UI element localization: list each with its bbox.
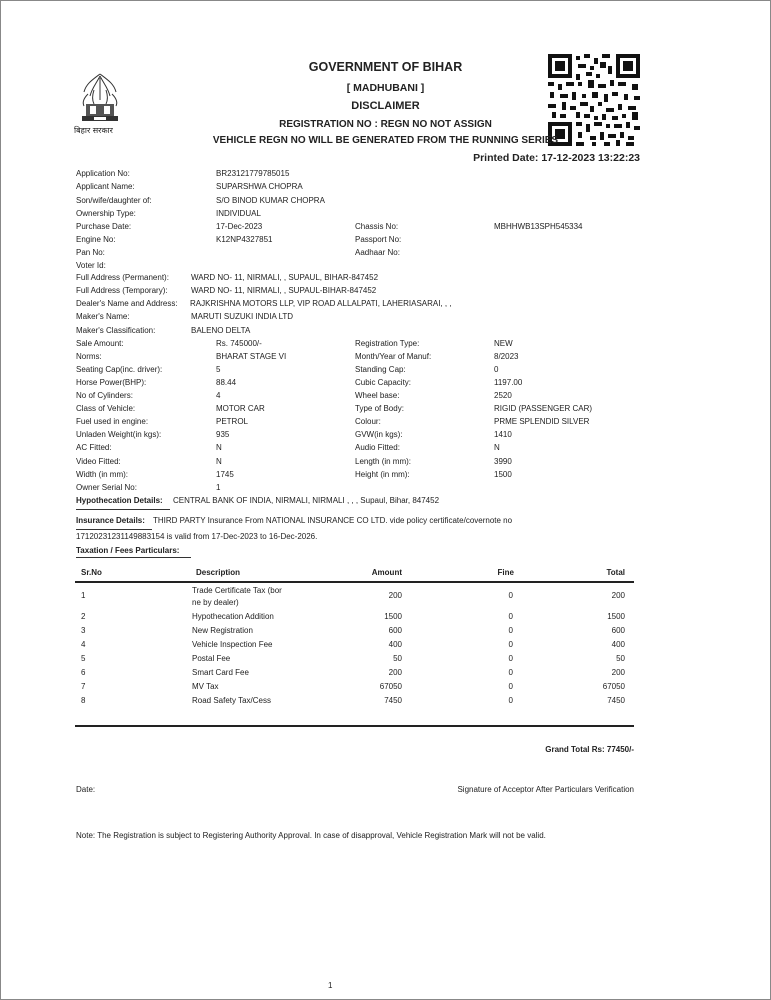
width-value: 1745	[216, 470, 234, 479]
body-type-label: Type of Body:	[355, 404, 404, 413]
grand-total: Grand Total Rs: 77450/-	[545, 745, 634, 754]
unladen-weight-label: Unladen Weight(in kgs):	[76, 430, 162, 439]
insurance-underline	[76, 529, 152, 530]
norms-label: Norms:	[76, 352, 102, 361]
col-total: Total	[606, 568, 625, 577]
signature-text: Signature of Acceptor After Particulars Verification	[457, 785, 634, 794]
cell-srno: 1	[81, 591, 86, 600]
ownership-value: INDIVIDUAL	[216, 209, 261, 218]
cell-total: 400	[611, 640, 625, 649]
cell-fine: 0	[508, 612, 513, 621]
audio-fitted-label: Audio Fitted:	[355, 443, 400, 452]
address-permanent-label: Full Address (Permanent):	[76, 273, 169, 282]
height-value: 1500	[494, 470, 512, 479]
footer-note: Note: The Registration is subject to Registering Authority Approval. In case of disapproval, Vehicle Registration Mark will not be valid.	[76, 831, 546, 840]
application-no-value: BR23121779785015	[216, 169, 290, 178]
pan-label: Pan No:	[76, 248, 105, 257]
cell-total: 67050	[602, 682, 625, 691]
manufacture-value: 8/2023	[494, 352, 519, 361]
cell-amount: 600	[388, 626, 402, 635]
page-number: 1	[328, 981, 333, 990]
cell-amount: 200	[388, 668, 402, 677]
unladen-weight-value: 935	[216, 430, 230, 439]
cell-srno: 6	[81, 668, 86, 677]
ac-fitted-value: N	[216, 443, 222, 452]
hypothecation-value: CENTRAL BANK OF INDIA, NIRMALI, NIRMALI , , , Supaul, Bihar, 847452	[173, 496, 440, 505]
seating-label: Seating Cap(inc. driver):	[76, 365, 163, 374]
cell-description: New Registration	[192, 626, 253, 635]
aadhaar-label: Aadhaar No:	[355, 248, 400, 257]
standing-value: 0	[494, 365, 499, 374]
cell-srno: 5	[81, 654, 86, 663]
cell-amount: 200	[388, 591, 402, 600]
printed-date: Printed Date: 17-12-2023 13:22:23	[473, 152, 640, 164]
applicant-name-value: SUPARSHWA CHOPRA	[216, 182, 303, 191]
application-no-label: Application No:	[76, 169, 130, 178]
col-description: Description	[196, 568, 241, 577]
cell-srno: 3	[81, 626, 86, 635]
horse-power-value: 88.44	[216, 378, 237, 387]
video-fitted-label: Video Fitted:	[76, 457, 121, 466]
cell-amount: 7450	[384, 696, 402, 705]
insurance-value: THIRD PARTY Insurance From NATIONAL INSURANCE CO LTD. vide policy certificate/covernote no	[153, 516, 513, 525]
cell-amount: 400	[388, 640, 402, 649]
cell-amount: 67050	[379, 682, 402, 691]
cell-fine: 0	[508, 668, 513, 677]
fees-header-rule	[75, 581, 634, 583]
standing-label: Standing Cap:	[355, 365, 406, 374]
wheel-base-value: 2520	[494, 391, 512, 400]
purchase-date-label: Purchase Date:	[76, 222, 132, 231]
insurance-label: Insurance Details:	[76, 516, 145, 525]
cell-fine: 0	[508, 654, 513, 663]
cell-description: Vehicle Inspection Fee	[192, 640, 273, 649]
voter-label: Voter Id:	[76, 261, 106, 270]
owner-serial-label: Owner Serial No:	[76, 483, 137, 492]
maker-label: Maker's Name:	[76, 312, 130, 321]
ownership-label: Ownership Type:	[76, 209, 136, 218]
cell-fine: 0	[508, 640, 513, 649]
district-name: [ MADHUBANI ]	[346, 82, 425, 94]
gvw-value: 1410	[494, 430, 512, 439]
cell-fine: 0	[508, 591, 513, 600]
address-temporary-label: Full Address (Temporary):	[76, 286, 168, 295]
sale-amount-value: Rs. 745000/-	[216, 339, 262, 348]
cell-description: Trade Certificate Tax (bor	[192, 586, 282, 595]
ac-fitted-label: AC Fitted:	[76, 443, 112, 452]
registration-type-value: NEW	[494, 339, 513, 348]
width-label: Width (in mm):	[76, 470, 128, 479]
cell-description: Road Safety Tax/Cess	[192, 696, 272, 705]
fuel-value: PETROL	[216, 417, 249, 426]
engine-label: Engine No:	[76, 235, 116, 244]
col-srno: Sr.No	[81, 568, 102, 577]
seating-value: 5	[216, 365, 221, 374]
series-note: VEHICLE REGN NO WILL BE GENERATED FROM THE RUNNING SERIES	[212, 135, 559, 146]
cell-total: 600	[611, 626, 625, 635]
gvw-label: GVW(in kgs):	[355, 430, 403, 439]
government-title: GOVERNMENT OF BIHAR	[308, 60, 463, 74]
cell-description: Smart Card Fee	[192, 668, 249, 677]
maker-value: MARUTI SUZUKI INDIA LTD	[191, 312, 294, 321]
colour-value: PRME SPLENDID SILVER	[494, 417, 590, 426]
cell-description: Hypothecation Addition	[192, 612, 274, 621]
cell-srno: 2	[81, 612, 86, 621]
chassis-label: Chassis No:	[355, 222, 399, 231]
purchase-date-value: 17-Dec-2023	[216, 222, 263, 231]
registration-no: REGISTRATION NO : REGN NO NOT ASSIGN	[279, 119, 492, 130]
relation-label: Son/wife/daughter of:	[76, 196, 152, 205]
col-amount: Amount	[371, 568, 402, 577]
address-permanent-value: WARD NO- 11, NIRMALI, , SUPAUL, BIHAR-847452	[191, 273, 379, 282]
manufacture-label: Month/Year of Manuf:	[355, 352, 432, 361]
vehicle-class-value: MOTOR CAR	[216, 404, 265, 413]
body-type-value: RIGID (PASSENGER CAR)	[494, 404, 593, 413]
video-fitted-value: N	[216, 457, 222, 466]
norms-value: BHARAT STAGE VI	[216, 352, 287, 361]
cell-amount: 50	[393, 654, 402, 663]
horse-power-label: Horse Power(BHP):	[76, 378, 147, 387]
relation-value: S/O BINOD KUMAR CHOPRA	[216, 196, 325, 205]
length-label: Length (in mm):	[355, 457, 412, 466]
fees-title: Taxation / Fees Particulars:	[76, 546, 180, 555]
cubic-capacity-value: 1197.00	[494, 378, 523, 387]
chassis-value: MBHHWB13SPH545334	[494, 222, 583, 231]
cell-description: MV Tax	[192, 682, 219, 691]
sale-amount-label: Sale Amount:	[76, 339, 124, 348]
col-fine: Fine	[497, 568, 514, 577]
emblem-caption: बिहार सरकार	[74, 126, 113, 135]
cell-fine: 0	[508, 696, 513, 705]
fees-title-underline	[76, 557, 191, 558]
engine-value: K12NP4327851	[216, 235, 273, 244]
passport-label: Passport No:	[355, 235, 402, 244]
hypothecation-underline	[76, 509, 170, 510]
cell-srno: 7	[81, 682, 86, 691]
date-label: Date:	[76, 785, 96, 794]
cubic-capacity-label: Cubic Capacity:	[355, 378, 412, 387]
address-temporary-value: WARD NO- 11, NIRMALI, , SUPAUL-BIHAR-847452	[191, 286, 377, 295]
applicant-name-label: Applicant Name:	[76, 182, 135, 191]
audio-fitted-value: N	[494, 443, 500, 452]
registration-type-label: Registration Type:	[355, 339, 420, 348]
insurance-value-line2: 17120231231149883154 is valid from 17-Dec-2023 to 16-Dec-2026.	[76, 532, 318, 541]
cell-total: 200	[611, 668, 625, 677]
cell-srno: 8	[81, 696, 86, 705]
cell-description-cont: ne by dealer)	[192, 598, 239, 607]
disclaimer-heading: DISCLAIMER	[351, 100, 420, 112]
maker-classification-value: BALENO DELTA	[191, 326, 251, 335]
cylinders-value: 4	[216, 391, 221, 400]
dealer-label: Dealer's Name and Address:	[76, 299, 178, 308]
height-label: Height (in mm):	[355, 470, 410, 479]
length-value: 3990	[494, 457, 512, 466]
cell-fine: 0	[508, 626, 513, 635]
cell-total: 1500	[607, 612, 625, 621]
cell-fine: 0	[508, 682, 513, 691]
cell-total: 7450	[607, 696, 625, 705]
cell-description: Postal Fee	[192, 654, 231, 663]
owner-serial-value: 1	[216, 483, 221, 492]
hypothecation-label: Hypothecation Details:	[76, 496, 163, 505]
maker-classification-label: Maker's Classification:	[76, 326, 156, 335]
cell-total: 200	[611, 591, 625, 600]
wheel-base-label: Wheel base:	[355, 391, 400, 400]
cell-total: 50	[616, 654, 625, 663]
cell-amount: 1500	[384, 612, 402, 621]
fuel-label: Fuel used in engine:	[76, 417, 149, 426]
cylinders-label: No of Cylinders:	[76, 391, 133, 400]
fees-bottom-rule	[75, 725, 634, 727]
colour-label: Colour:	[355, 417, 381, 426]
dealer-value: RAJKRISHNA MOTORS LLP, VIP ROAD ALLALPATI, LAHERIASARAI, , ,	[190, 299, 452, 308]
cell-srno: 4	[81, 640, 86, 649]
vehicle-class-label: Class of Vehicle:	[76, 404, 136, 413]
